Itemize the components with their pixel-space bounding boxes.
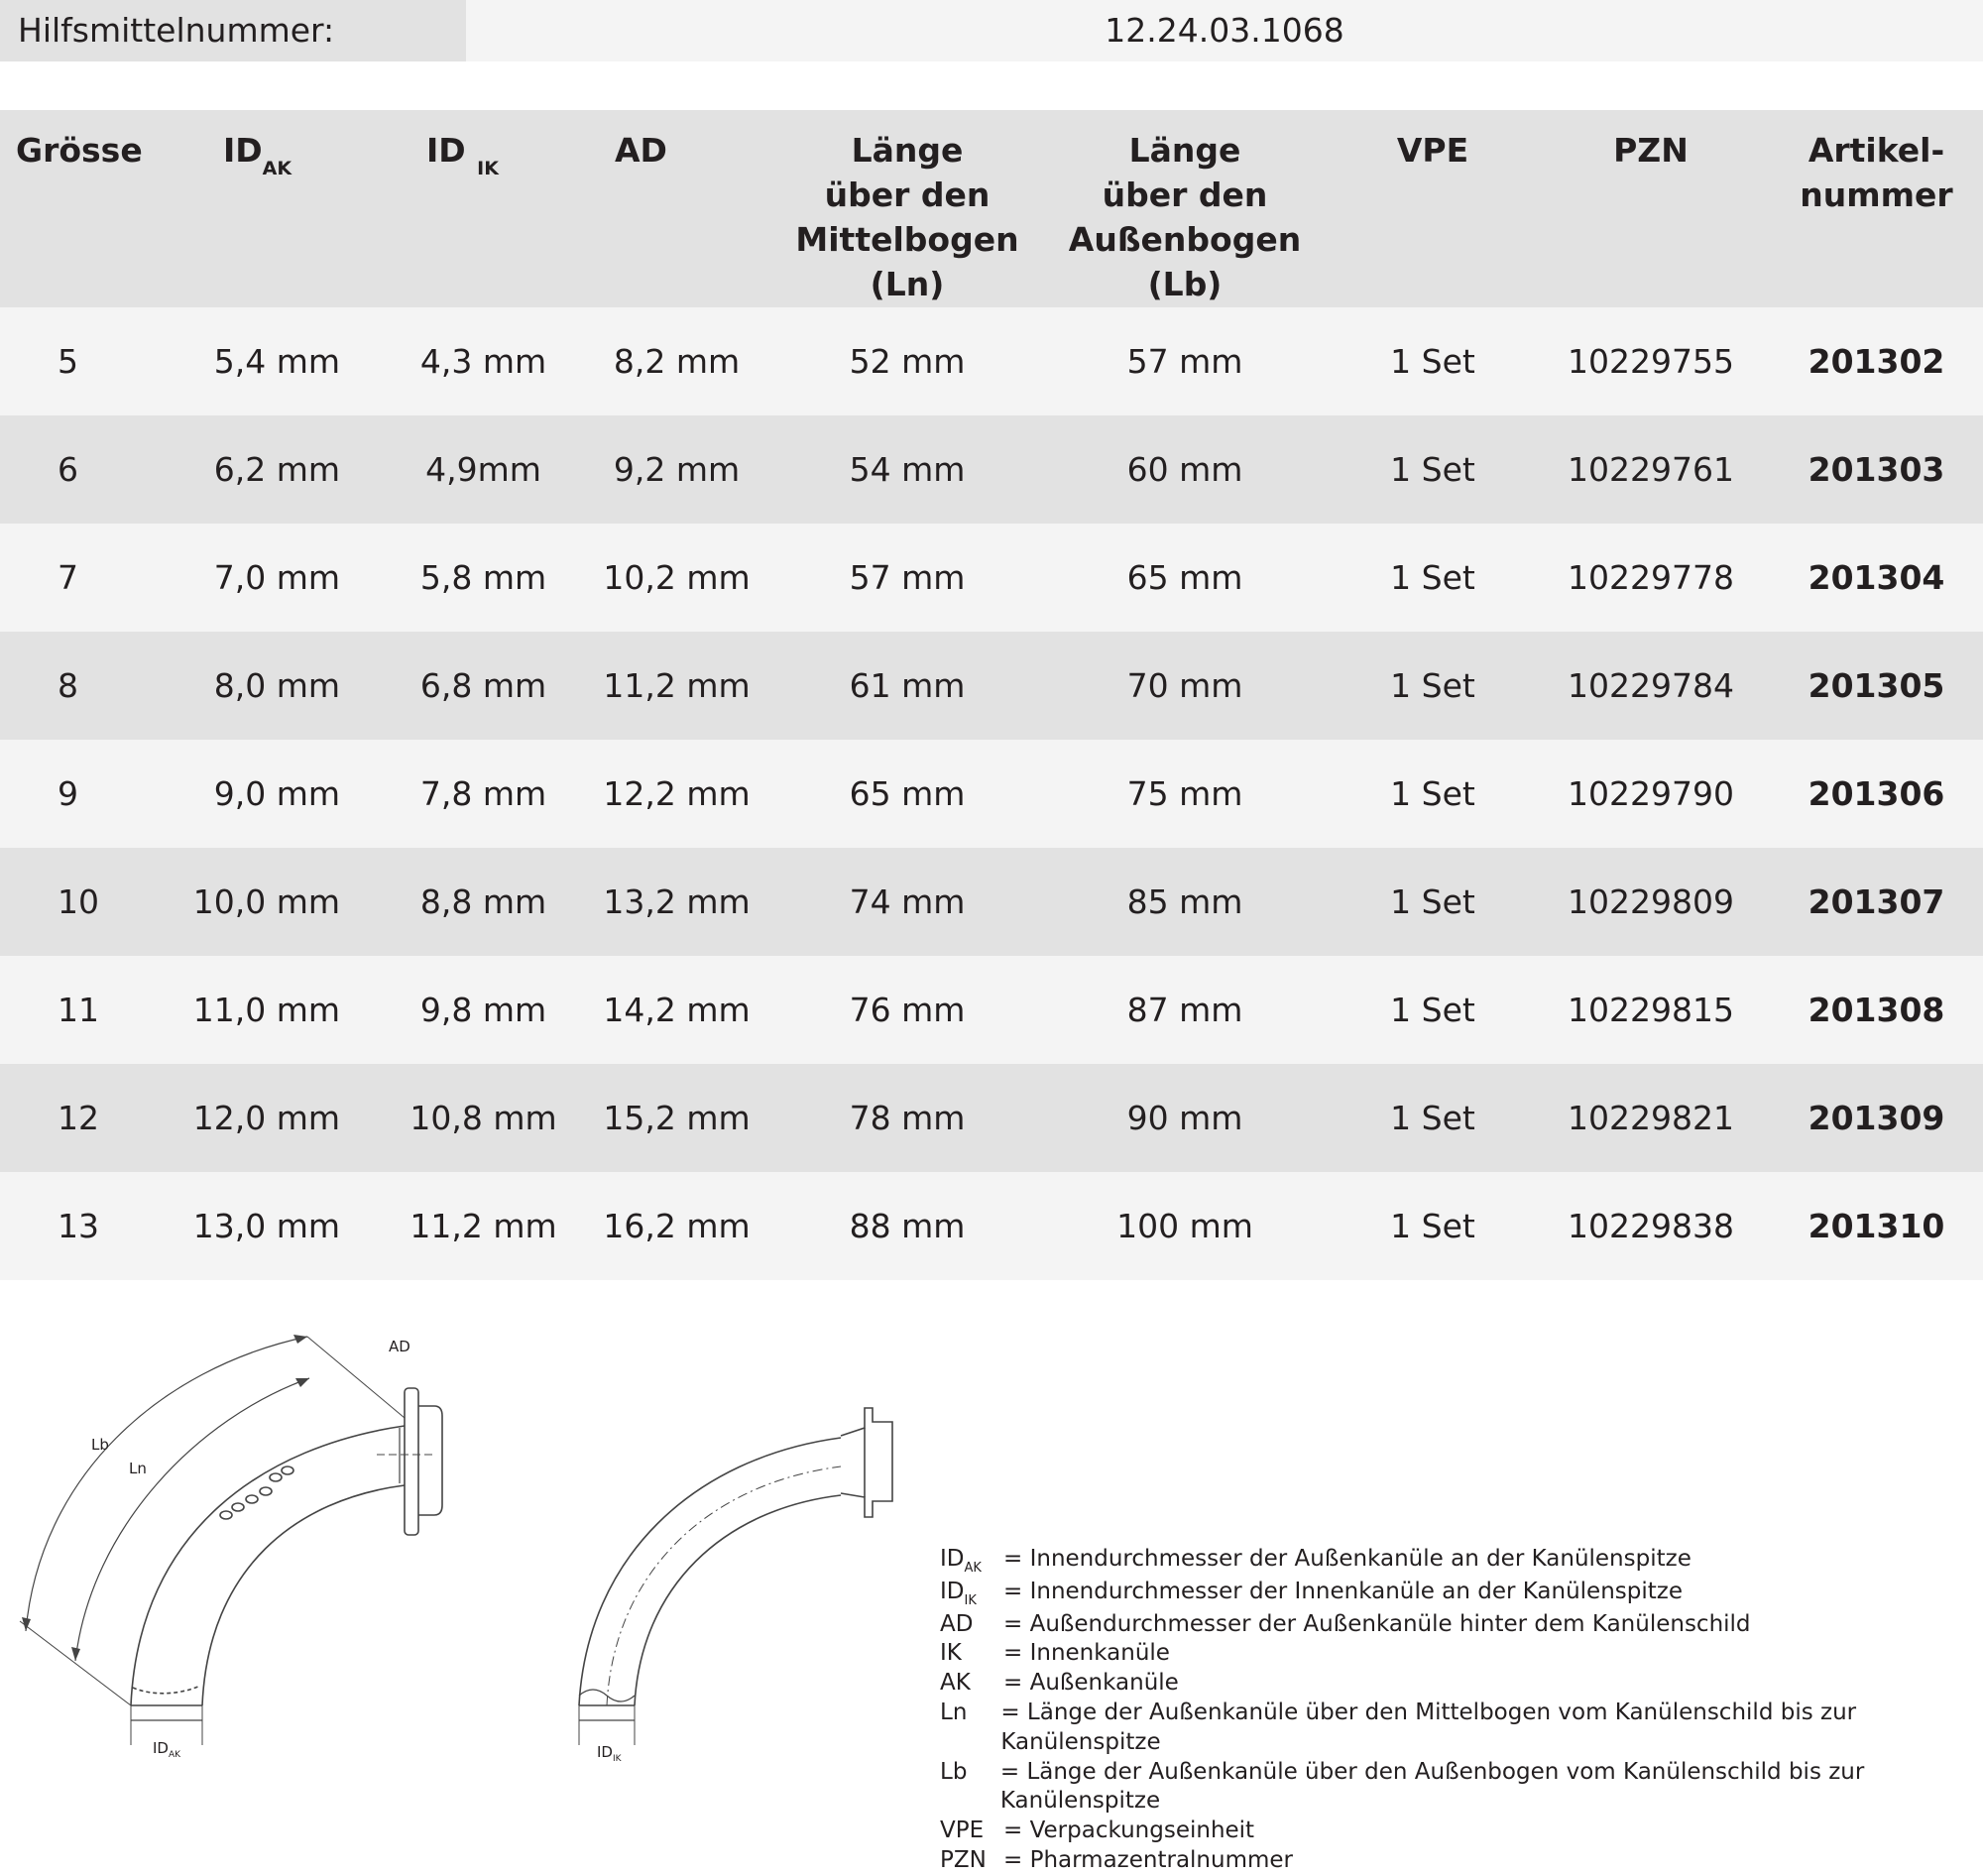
- col-id-ak-main: ID: [223, 131, 263, 170]
- cell-ln: 65 mm: [778, 740, 1036, 848]
- cell-lb: 90 mm: [1036, 1064, 1334, 1172]
- legend-abbr: [940, 1699, 1000, 1758]
- legend-abbr-main: Lb: [940, 1758, 968, 1785]
- cell-ad: 14,2 mm: [575, 956, 778, 1064]
- cell-id-ak: 6,2 mm: [149, 415, 392, 524]
- cell-vpe: 1 Set: [1334, 1172, 1532, 1280]
- cell-id-ik: 7,8 mm: [392, 740, 575, 848]
- cell-vpe: 1 Set: [1334, 848, 1532, 956]
- cell-id-ik: 4,9mm: [392, 415, 575, 524]
- cell-lb: 70 mm: [1036, 632, 1334, 740]
- cell-ln: 76 mm: [778, 956, 1036, 1064]
- cell-id-ak: 8,0 mm: [149, 632, 392, 740]
- cell-artikel: 201305: [1770, 632, 1983, 740]
- cell-pzn: 10229790: [1532, 740, 1770, 848]
- fenestration-hole: [220, 1511, 232, 1519]
- hilfsmittel-label: Hilfsmittelnummer:: [0, 0, 466, 61]
- inner-cannula-connector: [841, 1408, 892, 1517]
- cell-id-ak: 9,0 mm: [149, 740, 392, 848]
- cell-artikel: 201304: [1770, 524, 1983, 632]
- legend-abbr-main: ID: [940, 1578, 965, 1604]
- fenestration-hole: [232, 1503, 244, 1511]
- cell-id-ik: 10,8 mm: [392, 1064, 575, 1172]
- cell-id-ak: 7,0 mm: [149, 524, 392, 632]
- cell-ln: 52 mm: [778, 307, 1036, 415]
- legend-text: = Länge der Außenkanüle über den Außenbogen vom Kanülenschild bis zur Kanülenspitze: [999, 1758, 1865, 1815]
- table-row: [0, 415, 1983, 524]
- cell-artikel: 201303: [1770, 415, 1983, 524]
- cell-artikel: 201307: [1770, 848, 1983, 956]
- lb-dimension-arc: [26, 1337, 307, 1631]
- cell-ln: 88 mm: [778, 1172, 1036, 1280]
- cannula-drawings: [0, 1279, 932, 1815]
- legend-text: = Innenkanüle: [1003, 1640, 1170, 1667]
- cell-pzn: 10229755: [1532, 307, 1770, 415]
- cell-ln: 57 mm: [778, 524, 1036, 632]
- table-row: [0, 524, 1983, 632]
- drawing-label-id-ak: [153, 1739, 181, 1760]
- legend-item: [940, 1699, 1981, 1758]
- drawing-label-id-ak-main: ID: [153, 1739, 169, 1757]
- inner-cannula-outer-wall: [579, 1438, 841, 1705]
- cell-ln: 54 mm: [778, 415, 1036, 524]
- col-lb: [1036, 110, 1334, 307]
- legend-item: [940, 1639, 1981, 1669]
- cell-groesse: 6: [0, 415, 149, 524]
- cell-artikel: 201309: [1770, 1064, 1983, 1172]
- legend-item: [940, 1817, 1981, 1846]
- table-row: [0, 307, 1983, 415]
- cell-id-ik: 11,2 mm: [392, 1172, 575, 1280]
- legend-text: = Innendurchmesser der Außenkanüle an der Kanülenspitze: [1003, 1546, 1691, 1572]
- legend-abbr-sub: AK: [964, 1561, 982, 1576]
- col-ln-line4: (Ln): [870, 265, 945, 303]
- cell-id-ik: 6,8 mm: [392, 632, 575, 740]
- cell-ad: 11,2 mm: [575, 632, 778, 740]
- cell-id-ak: 13,0 mm: [149, 1172, 392, 1280]
- cannula-shield: [405, 1388, 418, 1535]
- col-id-ik-sub: IK: [477, 158, 499, 179]
- legend-text: = Verpackungseinheit: [1003, 1817, 1255, 1844]
- drawing-label-id-ak-sub: AK: [168, 1750, 181, 1760]
- cell-id-ik: 5,8 mm: [392, 524, 575, 632]
- col-lb-line4: (Lb): [1147, 265, 1223, 303]
- cell-lb: 85 mm: [1036, 848, 1334, 956]
- cell-vpe: 1 Set: [1334, 740, 1532, 848]
- cell-artikel: 201308: [1770, 956, 1983, 1064]
- fenestration-hole: [246, 1495, 258, 1503]
- cell-pzn: 10229778: [1532, 524, 1770, 632]
- legend-abbr: [940, 1846, 1003, 1876]
- inner-cannula-drawing: [579, 1408, 892, 1745]
- abbreviation-legend: [940, 1545, 1981, 1876]
- cell-groesse: 5: [0, 307, 149, 415]
- table-row: [0, 848, 1983, 956]
- col-vpe-label: VPE: [1396, 131, 1469, 170]
- extension-line: [20, 1621, 131, 1705]
- col-groesse: [0, 110, 149, 307]
- col-pzn: [1532, 110, 1770, 307]
- table-header-row: [0, 110, 1983, 307]
- legend-item: [940, 1846, 1981, 1876]
- cell-pzn: 10229809: [1532, 848, 1770, 956]
- drawing-label-ad: AD: [389, 1338, 410, 1355]
- outer-cannula-drawing: [20, 1337, 442, 1745]
- legend-abbr-main: VPE: [940, 1817, 985, 1844]
- legend-abbr-main: IK: [940, 1640, 962, 1667]
- col-ln-line3: Mittelbogen: [795, 220, 1019, 259]
- cell-groesse: 11: [0, 956, 149, 1064]
- legend-item: [940, 1545, 1981, 1578]
- col-id-ik: [392, 110, 575, 307]
- legend-abbr-main: Ln: [940, 1699, 968, 1725]
- drawing-label-ln: Ln: [129, 1460, 147, 1477]
- cell-id-ak: 5,4 mm: [149, 307, 392, 415]
- legend-abbr: [940, 1545, 1003, 1578]
- hilfsmittel-value: 12.24.03.1068: [466, 0, 1983, 61]
- col-artikel-line2: nummer: [1800, 176, 1953, 214]
- legend-item: [940, 1758, 1981, 1817]
- cell-id-ak: 11,0 mm: [149, 956, 392, 1064]
- cell-vpe: 1 Set: [1334, 632, 1532, 740]
- col-groesse-label: Grösse: [16, 131, 143, 170]
- cell-groesse: 7: [0, 524, 149, 632]
- legend-abbr-sub: IK: [964, 1592, 977, 1608]
- col-vpe: [1334, 110, 1532, 307]
- cell-pzn: 10229761: [1532, 415, 1770, 524]
- col-id-ak-sub: AK: [262, 158, 292, 179]
- drawing-label-id-ik-sub: IK: [612, 1754, 622, 1764]
- col-artikel: [1770, 110, 1983, 307]
- cell-groesse: 8: [0, 632, 149, 740]
- table-row: [0, 1064, 1983, 1172]
- col-lb-line2: über den: [1102, 176, 1268, 214]
- cell-ln: 78 mm: [778, 1064, 1036, 1172]
- outer-cannula-inner-wall: [202, 1485, 405, 1705]
- cell-artikel: 201302: [1770, 307, 1983, 415]
- table-row: [0, 1172, 1983, 1280]
- cell-ln: 74 mm: [778, 848, 1036, 956]
- legend-abbr: [940, 1758, 1000, 1817]
- product-table: [0, 110, 1983, 1280]
- legend-text: = Außendurchmesser der Außenkanüle hinter dem Kanülenschild: [1003, 1610, 1751, 1637]
- legend-abbr-main: PZN: [940, 1846, 987, 1873]
- legend-abbr-main: AK: [940, 1670, 971, 1697]
- cell-pzn: 10229784: [1532, 632, 1770, 740]
- col-ad: [575, 110, 778, 307]
- cell-ln: 61 mm: [778, 632, 1036, 740]
- legend-text: = Innendurchmesser der Innenkanüle an der Kanülenspitze: [1003, 1578, 1683, 1604]
- col-ad-label: AD: [615, 131, 667, 170]
- cell-artikel: 201310: [1770, 1172, 1983, 1280]
- arrow-head: [71, 1647, 80, 1661]
- col-id-ik-main: ID: [426, 131, 466, 170]
- legend-abbr: [940, 1817, 1003, 1846]
- cell-ad: 15,2 mm: [575, 1064, 778, 1172]
- legend-abbr: [940, 1610, 1003, 1640]
- fenestration-hole: [270, 1473, 282, 1481]
- cell-ad: 13,2 mm: [575, 848, 778, 956]
- ln-dimension-arc: [75, 1378, 309, 1661]
- col-artikel-line1: Artikel-: [1808, 131, 1945, 170]
- cell-ad: 12,2 mm: [575, 740, 778, 848]
- cell-pzn: 10229838: [1532, 1172, 1770, 1280]
- legend-item: [940, 1669, 1981, 1699]
- col-ln: [778, 110, 1036, 307]
- cell-lb: 100 mm: [1036, 1172, 1334, 1280]
- cell-lb: 65 mm: [1036, 524, 1334, 632]
- legend-abbr-main: ID: [940, 1546, 965, 1572]
- legend-text: = Länge der Außenkanüle über den Mittelbogen vom Kanülenschild bis zur Kanülenspitze: [1000, 1699, 1857, 1755]
- inner-cannula-inner-wall: [635, 1495, 841, 1705]
- cell-groesse: 10: [0, 848, 149, 956]
- col-lb-line1: Länge: [1128, 131, 1241, 170]
- cell-lb: 60 mm: [1036, 415, 1334, 524]
- cell-id-ik: 4,3 mm: [392, 307, 575, 415]
- col-ln-line2: über den: [824, 176, 991, 214]
- cell-id-ak: 12,0 mm: [149, 1064, 392, 1172]
- table-row: [0, 632, 1983, 740]
- legend-item: [940, 1610, 1981, 1640]
- legend-text: = Außenkanüle: [1003, 1670, 1179, 1697]
- drawing-label-lb: Lb: [91, 1436, 109, 1454]
- cell-pzn: 10229815: [1532, 956, 1770, 1064]
- cell-id-ak: 10,0 mm: [149, 848, 392, 956]
- drawing-labels: [91, 1338, 623, 1764]
- cell-vpe: 1 Set: [1334, 524, 1532, 632]
- legend-item: [940, 1578, 1981, 1610]
- col-ln-line1: Länge: [851, 131, 964, 170]
- cell-ad: 9,2 mm: [575, 415, 778, 524]
- cell-groesse: 9: [0, 740, 149, 848]
- legend-text: = Pharmazentralnummer: [1003, 1846, 1294, 1873]
- cell-vpe: 1 Set: [1334, 1064, 1532, 1172]
- col-id-ak: [149, 110, 392, 307]
- cell-groesse: 12: [0, 1064, 149, 1172]
- legend-abbr: [940, 1578, 1003, 1610]
- table-row: [0, 740, 1983, 848]
- table-body: [0, 307, 1983, 1280]
- drawing-label-id-ik-main: ID: [597, 1743, 613, 1761]
- cannula-connector: [418, 1406, 442, 1515]
- table-row: [0, 956, 1983, 1064]
- cell-lb: 57 mm: [1036, 307, 1334, 415]
- fenestration-hole: [282, 1466, 293, 1474]
- arrow-heads: [22, 1335, 309, 1661]
- cell-ad: 8,2 mm: [575, 307, 778, 415]
- cell-lb: 87 mm: [1036, 956, 1334, 1064]
- cell-lb: 75 mm: [1036, 740, 1334, 848]
- hilfsmittel-header: [0, 0, 1983, 61]
- col-pzn-label: PZN: [1613, 131, 1689, 170]
- cell-ad: 10,2 mm: [575, 524, 778, 632]
- outer-cannula-tip-contour: [133, 1686, 200, 1694]
- cell-groesse: 13: [0, 1172, 149, 1280]
- arrow-head: [293, 1335, 307, 1344]
- cell-pzn: 10229821: [1532, 1064, 1770, 1172]
- cell-vpe: 1 Set: [1334, 415, 1532, 524]
- cell-id-ik: 8,8 mm: [392, 848, 575, 956]
- col-lb-line3: Außenbogen: [1068, 220, 1302, 259]
- drawing-label-id-ik: [597, 1743, 623, 1764]
- legend-abbr: [940, 1669, 1003, 1699]
- legend-abbr-main: AD: [940, 1610, 974, 1637]
- cell-vpe: 1 Set: [1334, 956, 1532, 1064]
- cell-ad: 16,2 mm: [575, 1172, 778, 1280]
- cell-id-ik: 9,8 mm: [392, 956, 575, 1064]
- cell-artikel: 201306: [1770, 740, 1983, 848]
- fenestration-hole: [260, 1487, 272, 1495]
- cell-vpe: 1 Set: [1334, 307, 1532, 415]
- legend-abbr: [940, 1639, 1003, 1669]
